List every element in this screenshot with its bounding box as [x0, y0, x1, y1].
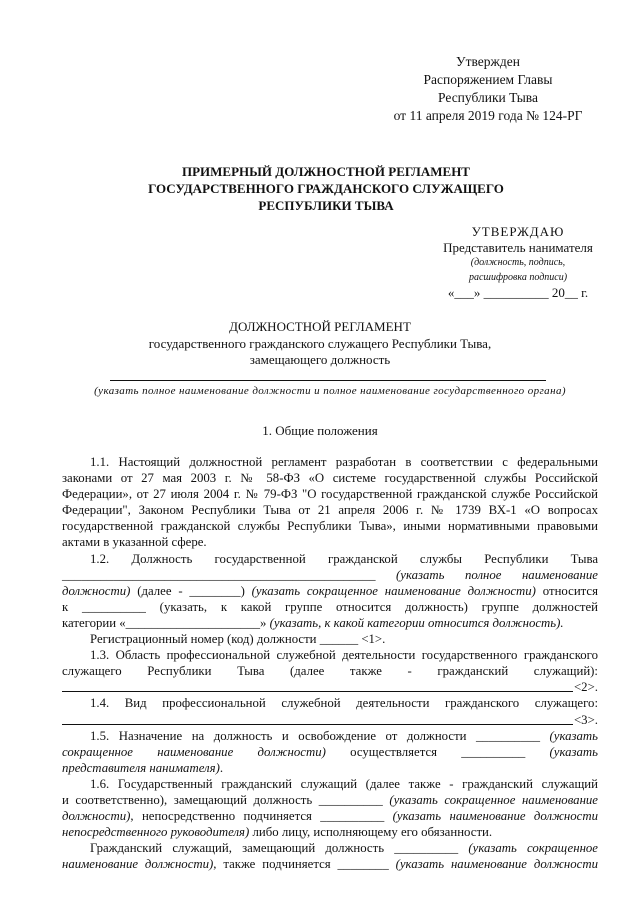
instruction-hint: (указать сокращенное наименование: [389, 792, 598, 807]
subordination-paragraph-line: [62, 856, 598, 872]
signature-hint: расшифровка подписи): [468, 271, 568, 283]
approve-block: [434, 224, 602, 301]
footnote-ref: <2>.: [573, 680, 598, 695]
text-segment: .: [219, 760, 224, 775]
text-segment: категории «_____________________»: [62, 615, 270, 630]
fill-in-row: [62, 712, 598, 728]
paragraph-1-6-line: [62, 824, 598, 840]
text-segment: , также подчиняется ________: [213, 857, 396, 872]
subordination-paragraph-line: [62, 840, 598, 856]
instruction-hint: наименование должности): [62, 857, 214, 872]
paragraph-1-5-line: [62, 728, 598, 744]
text-segment: (далее - ________): [130, 583, 252, 598]
instruction-hint: представителя нанимателя): [62, 760, 220, 775]
regulation-header-line: государственного гражданского служащего Республики Тыва,: [148, 335, 492, 351]
paragraph-1-1-line: законами от 27 мая 2003 г. № 58-ФЗ «О системе государственной службы Российской: [62, 471, 598, 486]
paragraph-1-1-line: актами в указанной сфере.: [62, 535, 207, 550]
blank-field-line: [62, 724, 573, 725]
paragraph-1-6-line: [62, 808, 598, 824]
fill-in-row: [62, 679, 598, 695]
approval-line: Республики Тыва: [438, 90, 538, 105]
signature-hint: (должность, подпись,: [470, 257, 566, 268]
paragraph-1-3-line: 1.3. Область профессиональной служебной деятельности государственного гражданского: [90, 648, 598, 663]
blank-field-line: [62, 691, 573, 692]
instruction-hint: (указать наименование должности: [395, 857, 598, 872]
paragraph-1-5-line: [62, 760, 598, 776]
approval-line: Утвержден: [456, 54, 520, 69]
paragraph-1-1-line: Федерации", Законом Республики Тыва от 21 апреля 2006 г. № 1739 ВХ-1 «О вопросах: [62, 503, 598, 518]
instruction-hint: (указать наименование должности: [392, 809, 598, 824]
paragraph-1-2-line: [62, 567, 598, 583]
paragraph-1-1-line: государственной гражданской службы Республики Тыва», иными нормативными правовыми: [62, 519, 598, 534]
position-name-blank-line: [110, 380, 546, 381]
title-line: ПРИМЕРНЫЙ ДОЛЖНОСТНОЙ РЕГЛАМЕНТ: [182, 164, 470, 179]
text-segment: , непосредственно подчиняется __________: [130, 809, 393, 824]
approve-heading: УТВЕРЖДАЮ: [471, 224, 565, 239]
section-heading: 1. Общие положения: [262, 423, 378, 438]
footnote-ref: <3>.: [573, 712, 598, 727]
text-segment: и соответственно), замещающий должность __________: [62, 792, 390, 807]
paragraph-1-6-line: [62, 792, 598, 808]
instruction-hint: должности): [62, 583, 131, 598]
instruction-hint: непосредственного руководителя): [62, 825, 250, 840]
paragraph-1-2-line: [62, 583, 598, 599]
approval-date-number: от 11 апреля 2019 года № 124-РГ: [393, 108, 583, 123]
paragraph-1-2-line: 1.2. Должность государственной гражданской службы Республики Тыва: [90, 551, 598, 566]
regulation-header-line: ДОЛЖНОСТНОЙ РЕГЛАМЕНТ: [229, 319, 411, 334]
paragraph-1-5-line: [62, 744, 598, 760]
instruction-hint: сокращенное наименование должности): [62, 744, 326, 759]
regulation-header: [62, 319, 578, 369]
approval-date-blank: «___» __________ 20__ г.: [447, 285, 589, 300]
text-segment: Гражданский служащий, замещающий должность __________: [90, 841, 469, 856]
paragraph-1-1-line: Федерации», от 27 июля 2004 г. № 79-ФЗ "О государственной гражданской службе Российской: [62, 487, 598, 502]
instruction-hint: (указать сокращенное: [468, 841, 598, 856]
regulation-header-line: замещающего должность: [249, 352, 391, 367]
paragraph-1-2-line: к __________ (указать, к какой группе относится должность) группе должностей: [62, 599, 598, 614]
title-line: ГОСУДАРСТВЕННОГО ГРАЖДАНСКОГО СЛУЖАЩЕГО: [148, 181, 504, 196]
text-segment: осуществляется __________: [325, 744, 550, 759]
instruction-hint: (указать: [549, 744, 598, 759]
instruction-hint: (указать сокращенное наименование должности): [251, 583, 536, 598]
instruction-hint: должности): [62, 809, 131, 824]
title-line: РЕСПУБЛИКИ ТЫВА: [258, 198, 394, 213]
instruction-hint: (указать: [549, 728, 598, 743]
registration-number-line: Регистрационный номер (код) должности ______ <1>.: [90, 632, 386, 647]
approval-line: Распоряжением Главы: [423, 72, 553, 87]
paragraph-1-1-line: 1.1. Настоящий должностной регламент разработан в соответствии с федеральными: [90, 455, 598, 469]
document-title: [62, 163, 590, 214]
approval-stamp: [378, 53, 598, 125]
blank-field: _________________________________________________: [62, 567, 397, 582]
paragraph-1-2-line: [62, 615, 598, 631]
text-segment: 1.5. Назначение на должность и освобождение от должности __________: [90, 728, 550, 743]
text-segment: либо лицу, исполняющему его обязанности.: [249, 825, 493, 840]
paragraph-1-3-line: служащего Республики Тыва (далее также - гражданский служащий):: [62, 664, 598, 679]
employer-representative: Представитель нанимателя: [443, 240, 593, 255]
paragraph-1-6-line: 1.6. Государственный гражданский служащий (далее также - гражданский служащий: [90, 776, 598, 791]
position-name-hint: (указать полное наименование должности и полное наименование государственного органа): [94, 385, 566, 397]
instruction-hint: (указать полное наименование: [396, 567, 598, 582]
paragraph-1-4-line: 1.4. Вид профессиональной служебной деятельности гражданского служащего:: [90, 696, 598, 711]
instruction-hint: (указать, к какой категории относится должность).: [269, 615, 564, 630]
text-segment: относится: [535, 583, 598, 598]
section-1-body: [62, 454, 598, 872]
